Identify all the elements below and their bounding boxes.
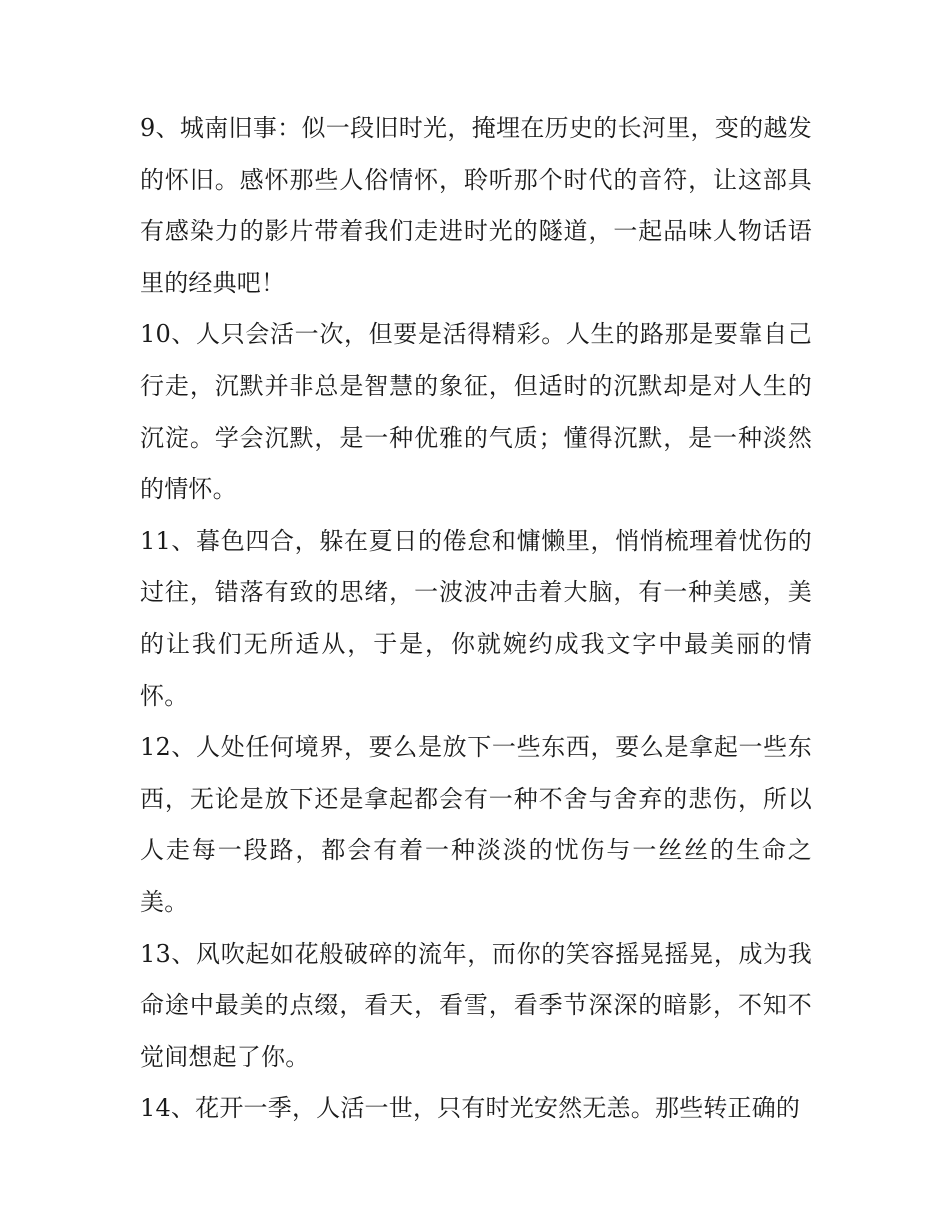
- paragraph-11: 11、暮色四合，躲在夏日的倦怠和慵懒里，悄悄梳理着忧伤的过往，错落有致的思绪，一波波冲击着大脑，有一种美感，美的让我们无所适从，于是，你就婉约成我文字中最美丽的情怀。: [140, 526, 812, 710]
- paragraph-14: 14、花开一季，人活一世，只有时光安然无恙。那些转正确的: [140, 1094, 801, 1123]
- paragraph-13: 13、风吹起如花般破碎的流年，而你的笑容摇晃摇晃，成为我命途中最美的点缀，看天，看雪，看季节深深的暗影，不知不觉间想起了你。: [140, 939, 812, 1071]
- paragraph-10: 10、人只会活一次，但要是活得精彩。人生的路那是要靠自己行走，沉默并非总是智慧的象征，但适时的沉默却是对人生的沉淀。学会沉默，是一种优雅的气质；懂得沉默，是一种淡然的情怀。: [140, 320, 812, 504]
- paragraph-9: 9、城南旧事：似一段旧时光，掩埋在历史的长河里，变的越发的怀旧。感怀那些人俗情怀，聆听那个时代的音符，让这部具有感染力的影片带着我们走进时光的隧道，一起品味人物话语里的经典吧！: [140, 114, 812, 297]
- paragraph-12: 12、人处任何境界，要么是放下一些东西，要么是拿起一些东西，无论是放下还是拿起都会有一种不舍与舍弃的悲伤，所以人走每一段路，都会有着一种淡淡的忧伤与一丝丝的生命之美。: [140, 733, 812, 916]
- document-body: [140, 103, 812, 1135]
